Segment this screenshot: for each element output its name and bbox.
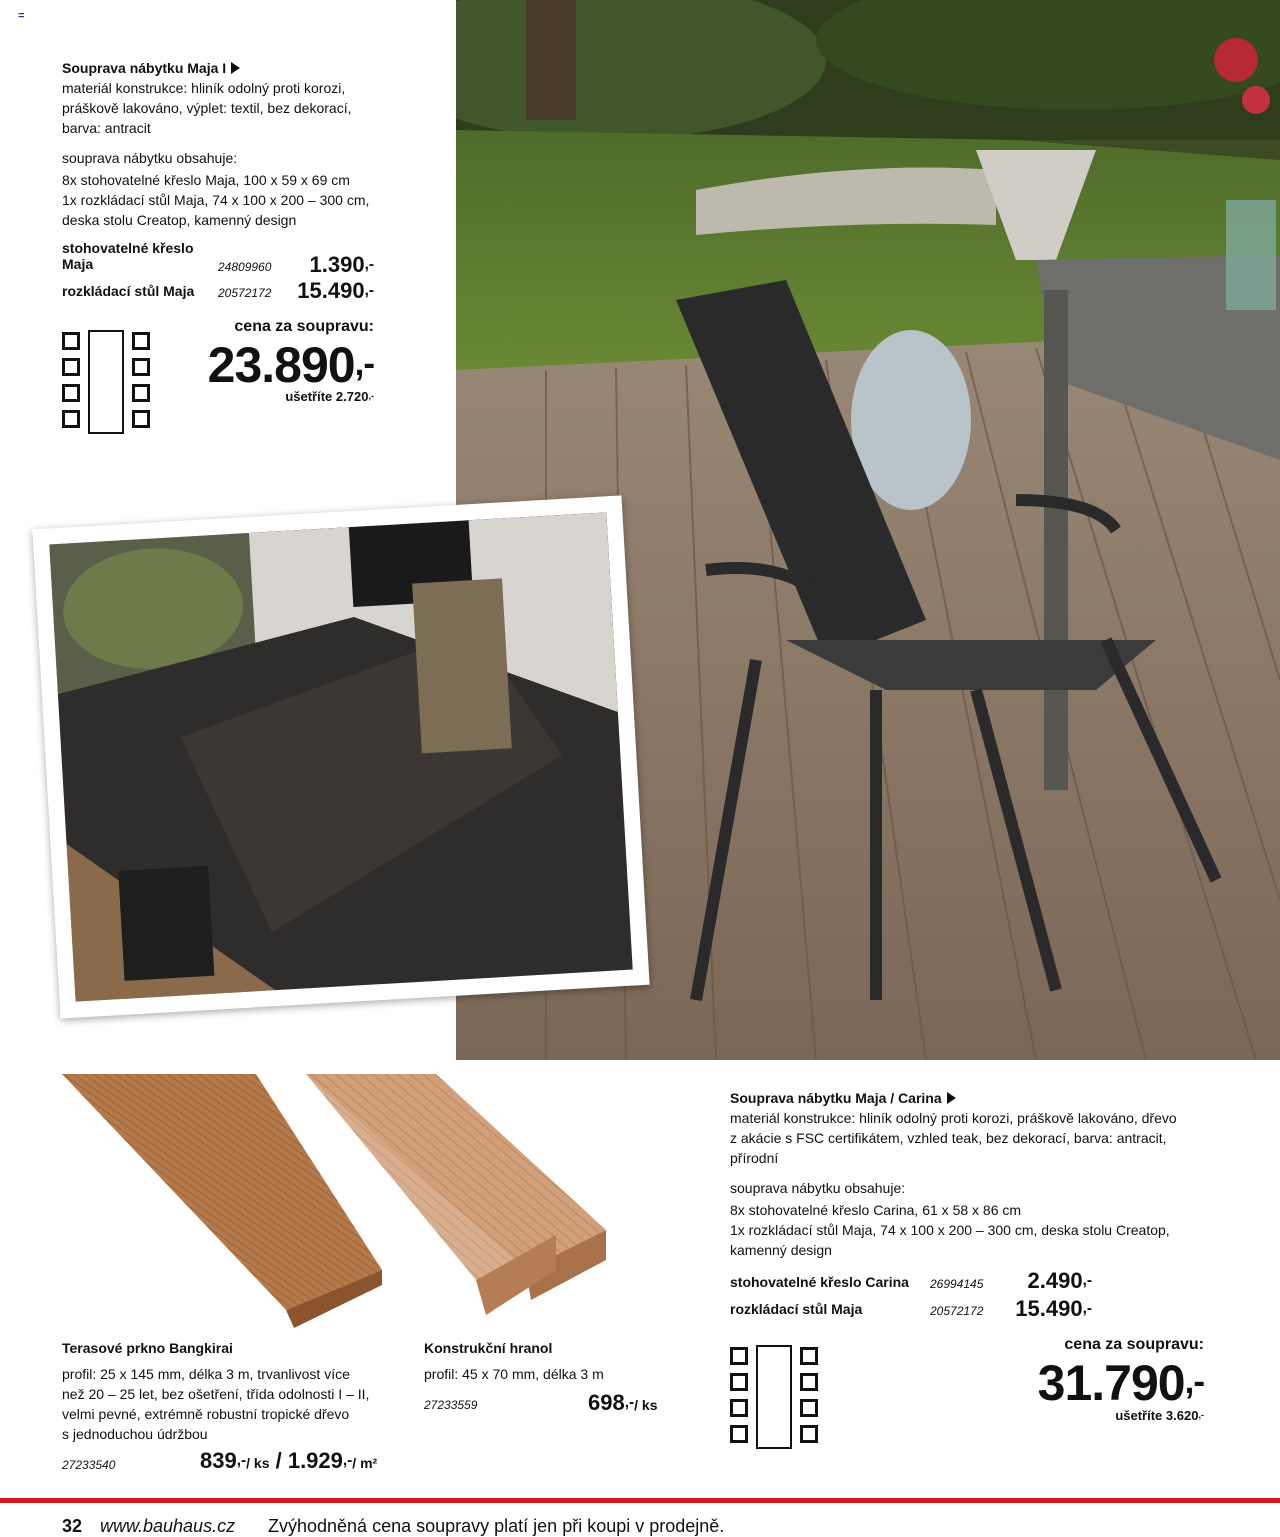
product-code: 26994145 bbox=[930, 1277, 984, 1291]
board-code: 27233540 bbox=[62, 1458, 116, 1472]
table-extension-illustration bbox=[49, 512, 632, 1001]
footer-note: Zvýhodněná cena soupravy platí jen při koupi v prodejně. bbox=[268, 1516, 725, 1536]
beam-desc: profil: 45 x 70 mm, délka 3 m bbox=[424, 1366, 604, 1382]
board-price: 839,-/ ks / 1.929,-/ m² bbox=[200, 1448, 378, 1473]
table-layout-icon bbox=[62, 330, 152, 436]
website-link[interactable]: www.bauhaus.cz bbox=[100, 1516, 236, 1536]
set1-set-price: 23.890,- bbox=[207, 337, 374, 393]
price: 15.490,- bbox=[297, 278, 374, 303]
set2-item-chair: stohovatelné křeslo Carina 26994145 2.490,- bbox=[730, 1268, 1092, 1293]
table-layout-icon bbox=[730, 1345, 820, 1451]
set1-savings: ušetříte 2.720,- bbox=[285, 389, 374, 404]
beam-title: Konstrukční hranol bbox=[424, 1340, 553, 1356]
arrow-right-icon bbox=[947, 1092, 956, 1104]
board-desc: profil: 25 x 145 mm, délka 3 m, trvanlivost více než 20 – 25 let, bez ošetření, třída odolnosti I – II, velmi pevné, extrémně robustní tropické dřevo s jednoduchou údržbou bbox=[62, 1366, 370, 1442]
table-extension-photo bbox=[32, 495, 649, 1018]
set2-savings: ušetříte 3.620,- bbox=[1115, 1408, 1204, 1423]
set1-title: Souprava nábytku Maja I bbox=[62, 60, 452, 76]
product-code: 24809960 bbox=[218, 260, 272, 274]
set1-contains: souprava nábytku obsahuje: 8x stohovatelné křeslo Maja, 100 x 59 x 69 cm 1x rozkládací stůl Maja, 74 x 100 x 200 – 300 cm, deska stolu Creatop, kamenný design bbox=[62, 150, 370, 228]
set2-block bbox=[730, 1090, 1250, 1260]
set1-item-chair: stohovatelné křeslo Maja 24809960 1.390,- bbox=[62, 240, 374, 277]
page-number: 32 bbox=[62, 1516, 83, 1536]
board-block bbox=[62, 1340, 392, 1444]
footer-divider bbox=[0, 1498, 1280, 1503]
set2-title: Souprava nábytku Maja / Carina bbox=[730, 1090, 1250, 1106]
wood-boards-photo bbox=[56, 1070, 616, 1330]
set2-set-label: cena za soupravu: bbox=[1064, 1336, 1204, 1353]
price: 15.490,- bbox=[1015, 1296, 1092, 1321]
set1-material: materiál konstrukce: hliník odolný proti korozi, práškově lakováno, výplet: textil, bez dekorací, barva: antracit bbox=[62, 80, 352, 136]
beam-price: 698,-/ ks bbox=[588, 1390, 658, 1415]
product-code: 20572172 bbox=[218, 286, 272, 300]
price: 1.390,- bbox=[309, 252, 374, 277]
arrow-right-icon bbox=[231, 62, 240, 74]
product-code: 20572172 bbox=[930, 1304, 984, 1318]
set1-item-table: rozkládací stůl Maja 20572172 15.490,- bbox=[62, 278, 374, 303]
set2-material: materiál konstrukce: hliník odolný proti korozi, práškově lakováno, dřevo z akácie s FSC certifikátem, vzhled teak, bez dekorací, barva: antracit, přírodní bbox=[730, 1110, 1177, 1166]
price: 2.490,- bbox=[1027, 1268, 1092, 1293]
boards-illustration bbox=[56, 1070, 616, 1330]
board-title: Terasové prkno Bangkirai bbox=[62, 1340, 233, 1356]
set2-contains: souprava nábytku obsahuje: 8x stohovatelné křeslo Carina, 61 x 58 x 86 cm 1x rozkládací stůl Maja, 74 x 100 x 200 – 300 cm, deska stolu Creatop, kamenný design bbox=[730, 1180, 1170, 1258]
set1-block bbox=[62, 60, 452, 230]
set2-set-price: 31.790,- bbox=[1037, 1355, 1204, 1411]
page-mark: = bbox=[18, 10, 25, 22]
set2-item-table: rozkládací stůl Maja 20572172 15.490,- bbox=[730, 1296, 1092, 1321]
beam-block bbox=[424, 1340, 674, 1384]
set1-set-label: cena za soupravu: bbox=[234, 318, 374, 335]
beam-code: 27233559 bbox=[424, 1398, 478, 1412]
